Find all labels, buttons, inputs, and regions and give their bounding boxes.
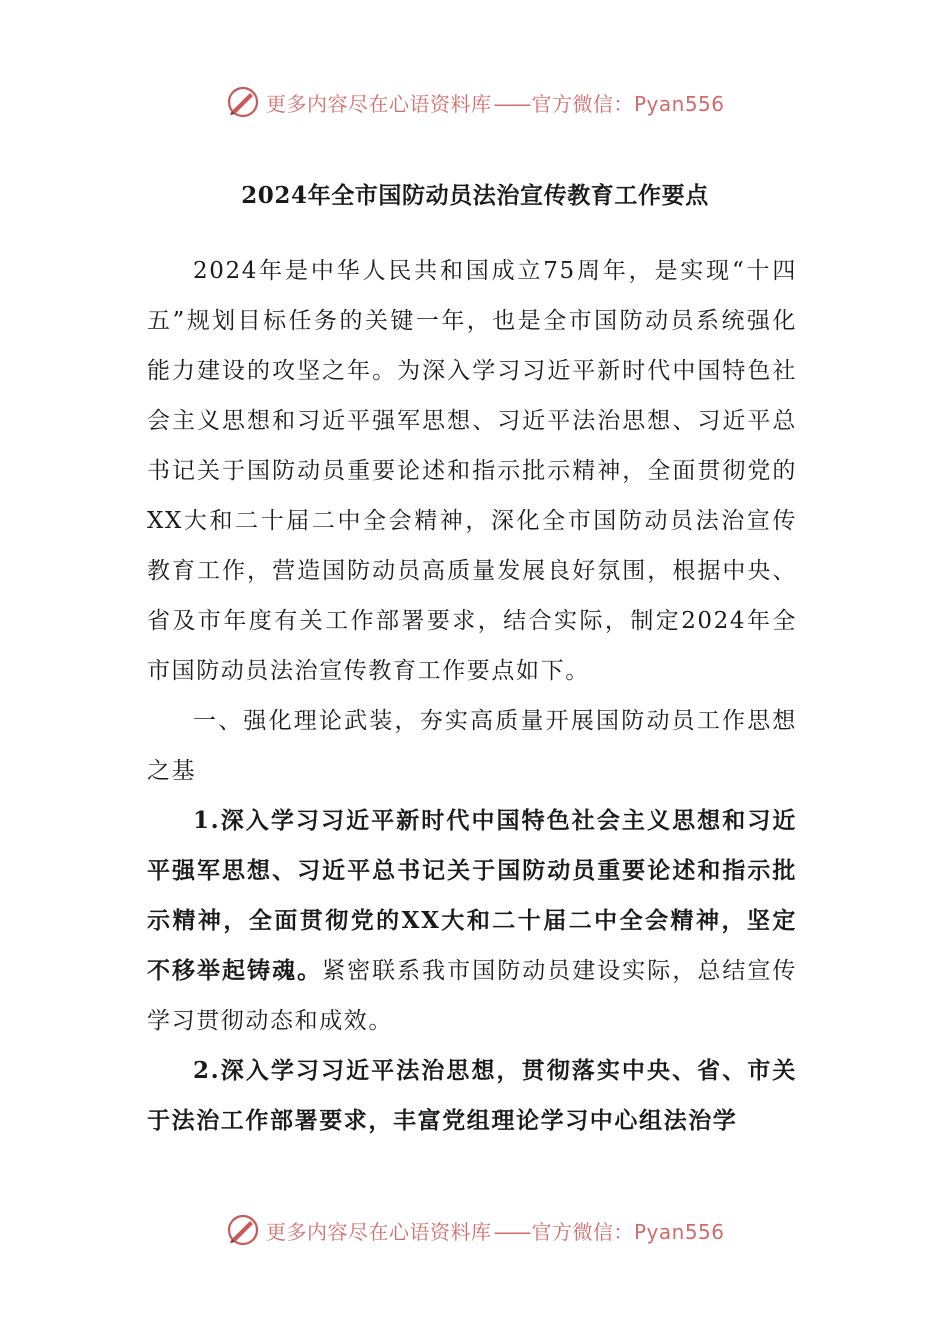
pen-circle-logo-icon — [226, 1213, 260, 1247]
item-1-bold: 1.深入学习习近平新时代中国特色社会主义思想和习近平强军思想、习近平总书记关于国防动员重要论述和指示批示精神，全面贯彻党的XX大和二十届二中全会精神，坚定不移举起铸魂。 — [147, 807, 797, 984]
document-body — [147, 246, 797, 1146]
item-1-text: 紧密联系我市国防动员建设实际，总结宣传学习贯彻动态和成效。 — [147, 958, 797, 1034]
list-item — [147, 1046, 797, 1146]
watermark-text: 更多内容尽在心语资料库 —— 官方微信：Pyan556 — [266, 91, 725, 116]
list-item — [147, 796, 797, 1046]
intro-paragraph: 2024年是中华人民共和国成立75周年，是实现“十四五”规划目标任务的关键一年，也是全市国防动员系统强化能力建设的攻坚之年。为深入学习习近平新时代中国特色社会主义思想和习近平强军思想、习近平法治思想、习近平总书记关于国防动员重要论述和指示批示精神，全面贯彻党的XX大和二十届二中全会精神，深化全市国防动员法治宣传教育工作，营造国防动员高质量发展良好氛围，根据中央、省及市年度有关工作部署要求，结合实际，制定2024年全市国防动员法治宣传教育工作要点如下。 — [147, 258, 797, 684]
item-2-bold: 2.深入学习习近平法治思想，贯彻落实中央、省、市关于法治工作部署要求，丰富党组理论学习中心组法治学 — [147, 1057, 797, 1134]
watermark-text: 更多内容尽在心语资料库 —— 官方微信：Pyan556 — [266, 1219, 725, 1244]
section-heading: 一、强化理论武装，夯实高质量开展国防动员工作思想之基 — [147, 708, 797, 784]
watermark-banner-bottom — [226, 1210, 746, 1250]
document-title: 2024年全市国防动员法治宣传教育工作要点 — [241, 182, 709, 209]
pen-circle-logo-icon — [226, 85, 260, 119]
watermark-banner-top — [226, 82, 746, 122]
